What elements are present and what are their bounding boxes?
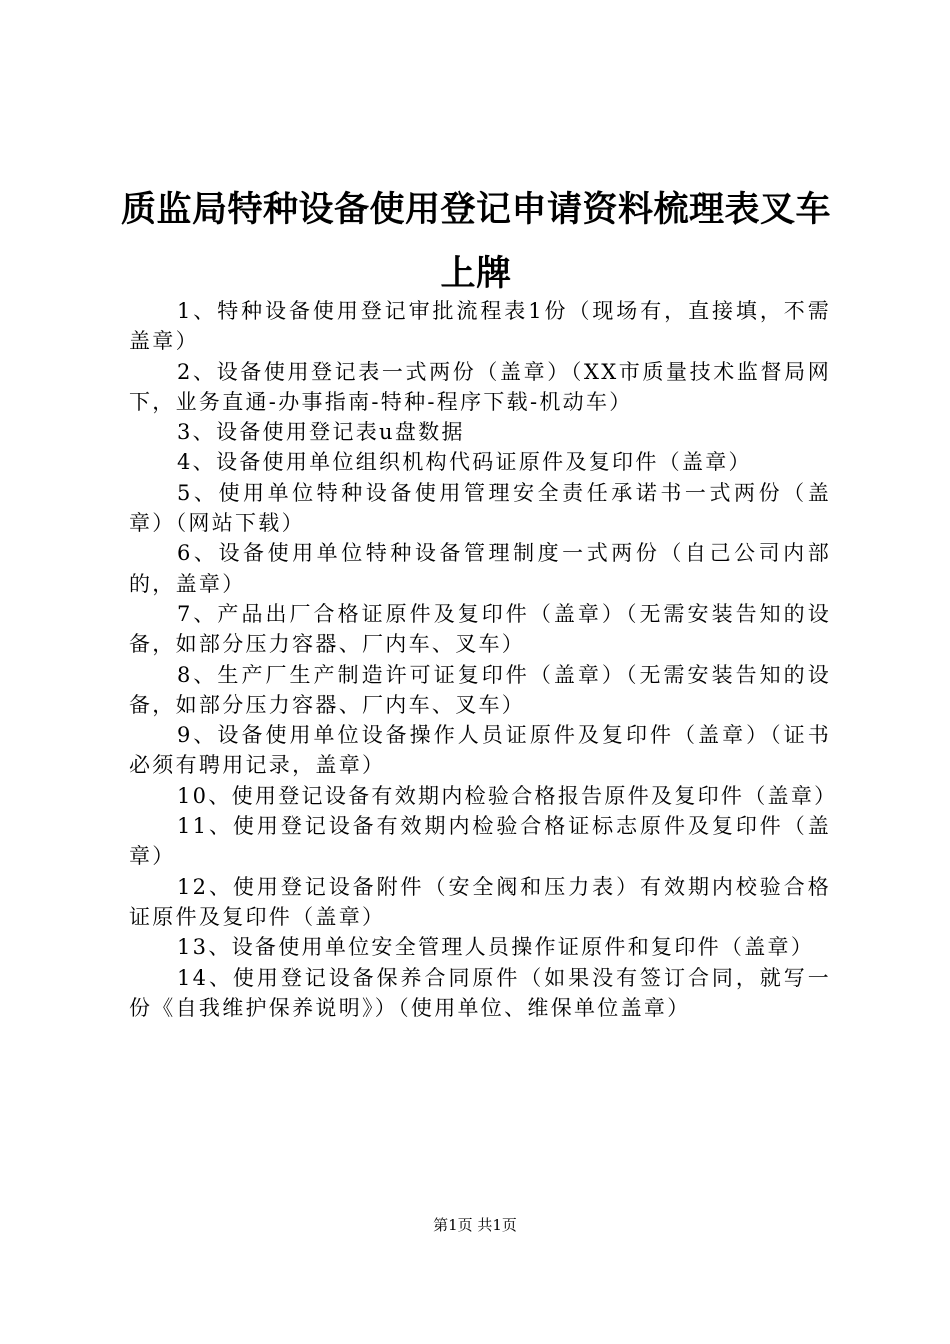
list-item: 12、使用登记设备附件（安全阀和压力表）有效期内校验合格证原件及复印件（盖章） — [129, 874, 831, 929]
list-item: 6、设备使用单位特种设备管理制度一式两份（自己公司内部的，盖章） — [129, 541, 831, 596]
list-item: 8、生产厂生产制造许可证复印件（盖章）（无需安装告知的设备，如部分压力容器、厂内车、叉车） — [129, 662, 831, 717]
list-item: 11、使用登记设备有效期内检验合格证标志原件及复印件（盖章） — [129, 814, 831, 869]
list-item: 13、设备使用单位安全管理人员操作证原件和复印件（盖章） — [177, 935, 815, 960]
page-footer: 第1页 共1页 — [433, 1216, 517, 1234]
list-item: 14、使用登记设备保养合同原件（如果没有签订合同，就写一份《自我维护保养说明》）（使用单位、维保单位盖章） — [129, 965, 831, 1020]
list-item: 10、使用登记设备有效期内检验合格报告原件及复印件（盖章） — [177, 783, 838, 808]
list-item: 9、设备使用单位设备操作人员证原件及复印件（盖章）（证书必须有聘用记录，盖章） — [129, 723, 831, 778]
list-item: 2、设备使用登记表一式两份（盖章）（XX市质量技术监督局网下，业务直通-办事指南-特种-程序下载-机动车） — [129, 359, 831, 414]
document-body — [129, 296, 838, 1023]
list-item: 1、特种设备使用登记审批流程表1份（现场有，直接填，不需盖章） — [129, 299, 831, 354]
document-title: 质监局特种设备使用登记申请资料梳理表叉车上牌 — [120, 190, 831, 294]
list-item: 7、产品出厂合格证原件及复印件（盖章）（无需安装告知的设备，如部分压力容器、厂内车、叉车） — [129, 601, 831, 657]
list-item: 3、设备使用登记表u盘数据 — [177, 420, 465, 445]
list-item: 4、设备使用单位组织机构代码证原件及复印件（盖章） — [177, 450, 752, 475]
list-item: 5、使用单位特种设备使用管理安全责任承诺书一式两份（盖章）（网站下载） — [129, 480, 831, 536]
